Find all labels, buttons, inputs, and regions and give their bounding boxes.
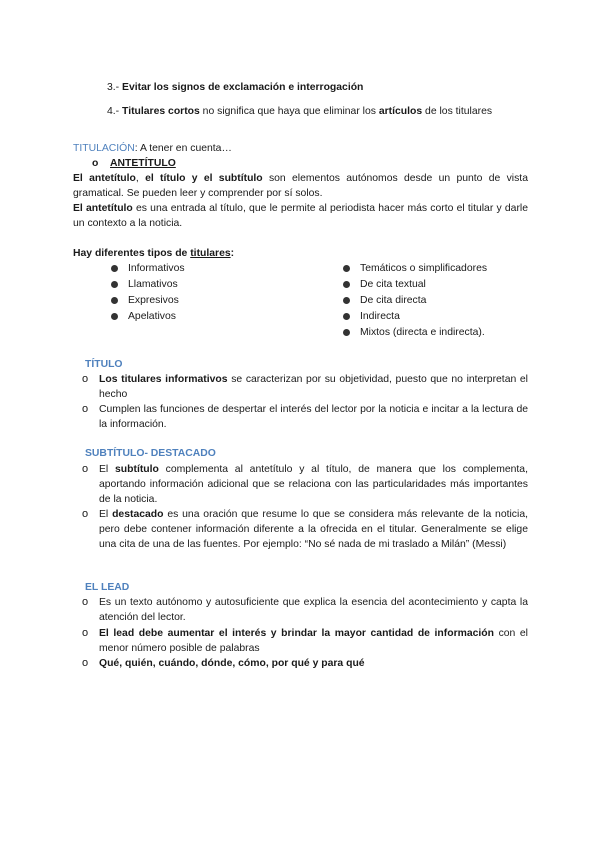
list-item: De cita directa (360, 295, 427, 306)
item-text: Evitar los signos de exclamación e interrogación (122, 82, 364, 93)
list-item: Llamativos (128, 279, 178, 290)
list-marker: o (82, 508, 89, 520)
antetitulo-heading (92, 156, 547, 171)
titulacion-rest: A tener en cuenta… (137, 143, 232, 154)
bullet-icon (111, 265, 118, 272)
list-item: Temáticos o simplificadores (360, 263, 488, 274)
bullet-icon (111, 297, 118, 304)
list-marker: o (82, 596, 89, 608)
numbered-item-3 (107, 80, 363, 95)
titulacion-line (73, 141, 528, 156)
titulo-heading: TÍTULO (85, 359, 123, 370)
titulacion-colon: : (134, 143, 138, 154)
item-text: no significa que haya que eliminar los (199, 106, 379, 117)
list-marker: o (82, 657, 89, 669)
bullet-icon (343, 297, 350, 304)
bullet-icon (343, 313, 350, 320)
list-marker: o (82, 373, 89, 385)
list-marker: o (82, 403, 89, 415)
item-number: 3.- (107, 82, 120, 93)
list-marker: o (82, 463, 89, 475)
item-bold: Titulares cortos (122, 106, 200, 117)
list-item: Expresivos (128, 295, 179, 306)
list-item: Informativos (128, 263, 185, 274)
list-item: Mixtos (directa e indirecta). (360, 327, 485, 338)
list-item: Apelativos (128, 311, 176, 322)
bullet-icon (343, 265, 350, 272)
antetitulo-title: ANTETÍTULO (110, 158, 176, 169)
subtitulo-heading: SUBTÍTULO- DESTACADO (85, 448, 216, 459)
sub-marker: o (92, 158, 99, 169)
item-text-2: de los titulares (422, 106, 493, 117)
list-item: De cita textual (360, 279, 426, 290)
titulacion-label: TITULACIÓN (73, 143, 135, 154)
item-number: 4.- (107, 106, 120, 117)
tipos-intro: Hay diferentes tipos de titulares: (73, 248, 235, 259)
bullet-icon (343, 329, 350, 336)
bullet-icon (111, 313, 118, 320)
list-marker: o (82, 627, 89, 639)
antetitulo-paragraph-2: El antetítulo es una entrada al título, que le permite al periodista hacer más corto el titular y darle un contexto a la noticia. (73, 203, 528, 229)
numbered-item-4 (107, 104, 492, 119)
bullet-icon (111, 281, 118, 288)
antetitulo-paragraph-1: El antetítulo, el título y el subtítulo son elementos autónomos desde un punto de vista gramatical. Se pueden leer y comprender por sí solos. (73, 173, 528, 199)
item-bold-2: artículos (378, 106, 423, 117)
bullet-icon (343, 281, 350, 288)
list-item: Indirecta (360, 311, 400, 322)
lead-heading: EL LEAD (85, 582, 130, 593)
